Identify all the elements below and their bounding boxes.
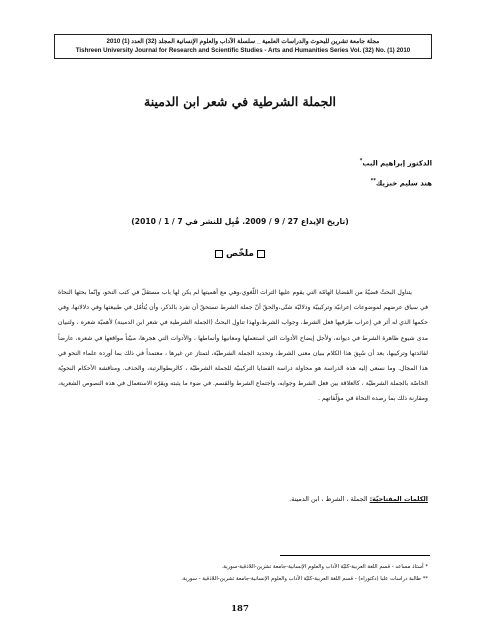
- footnote-divider: [280, 555, 430, 556]
- author-1-footnote-mark: *: [359, 158, 363, 164]
- keywords-line: [289, 495, 428, 503]
- keywords-label: الكلمات المفتاحيّة:: [369, 495, 428, 503]
- abstract-body: [58, 285, 428, 407]
- footnote-1: * أستاذ مساعد - قسم اللغة العربية-كليّة الآداب والعلوم الإنسانية-جامعة تشرين-اللاذقية-سورية.: [221, 564, 428, 570]
- square-box-icon: [257, 250, 265, 258]
- abstract-heading-row: [0, 249, 480, 259]
- author-1: [360, 152, 432, 172]
- authors-block: [360, 152, 432, 193]
- journal-header-english: Tishreen University Journal for Research and Scientific Studies - Arts and Humanities Series Vol. (32) No. (1) 2010: [75, 47, 411, 54]
- author-2-footnote-mark: **: [370, 178, 376, 185]
- submission-dates: (تاريخ الإيداع 27 / 9 / 2009. قُبِل للنشر في 7 / 1 / 2010): [131, 217, 349, 226]
- page-number: 187: [231, 604, 249, 614]
- footnote-2: ** طالبة دراسات عليا (دكتوراه) - قسم اللغة العربية-كليّة الآداب والعلوم الإنسانية-جامعة تشرين-اللاذقية - سورية.: [181, 576, 428, 582]
- paper-title: الجملة الشرطية في شعر ابن الدمينة: [144, 94, 336, 109]
- abstract-heading: ملخّص: [225, 249, 254, 259]
- square-box-icon: [215, 250, 223, 258]
- author-2: [360, 172, 432, 192]
- keywords-value: الجملة ، الشرط ، ابن الدمينة.: [289, 495, 368, 503]
- abstract-paragraph: يتناول البحثُ قضيّةً من القضايا الهامّة التي يقوم عليها التراث اللّغوي،وهي مع أهميتها لم يكن لها باب مستقلّ في كتب النحو، وإنّما بحثها النحاة في سياق عرضهم لموضوعات إعرابيّة وتركيبيّة ودلاليّة شتّى،والحقّ أنّ جملة الشرط تستحقّ أن تفرد بالذكر، وأن يُتأمّل في طبيعتها وفي دلالاتها، وفي حكمها الذي له أثر في إعراب طرفيها فعل الشرط، وجواب الشرط،ولهذا تناول البحثُ (الجملة الشرطية في شعر ابن الدمينة) لأهميّة شعره ، ولتبيان مدى شيوع ظاهرة الشرط في ديوانه، ولأجل إيضاح الأدوات التي استعملها ومعانيها وأنماطها ، والأدوات التي هجرها، مبيّناً مواقعها في شعره، عارضاً لفائدتها وتركيبها، بعد أن سُبِقَ هذا الكلام ببيان معنى الشرط، وتحديد الجملة الشرطيّة، لتمتاز عن غيرها ، معتمداً في ذلك بما أورده علماء النحو في هذا المجال. وما نسعى إليه هذه الدراسة هو محاولة دراسة القضايا التركيبيّة للجملة الشرطيّة ، كالربطوالرتبة، والحذف. ومناقشة الأحكام النحويّة الخاصّة بالجملة الشرطيّة ، كالعلاقة بين فعل الشرط وجوابه، واجتماع الشرط والقسم. في ضوء ما يثبته ويقرّه الاستعمال في هذه النصوص الشعرية، ومقارنة ذلك بما رصده النحاة في مؤلّفاتهم .: [58, 289, 428, 403]
- journal-header-arabic: مجلة جامعة تشرين للبحوث والدراسات العلمية _ سلسلة الآداب والعلوم الإنسانية المجلد (32) العدد (1) 2010: [106, 38, 380, 45]
- author-2-name: هند سليم خبزيك: [375, 179, 432, 188]
- journal-header-box: [54, 34, 432, 59]
- author-1-name: الدكتور إبراهيم البب: [362, 159, 432, 168]
- footnotes-block: [181, 561, 428, 585]
